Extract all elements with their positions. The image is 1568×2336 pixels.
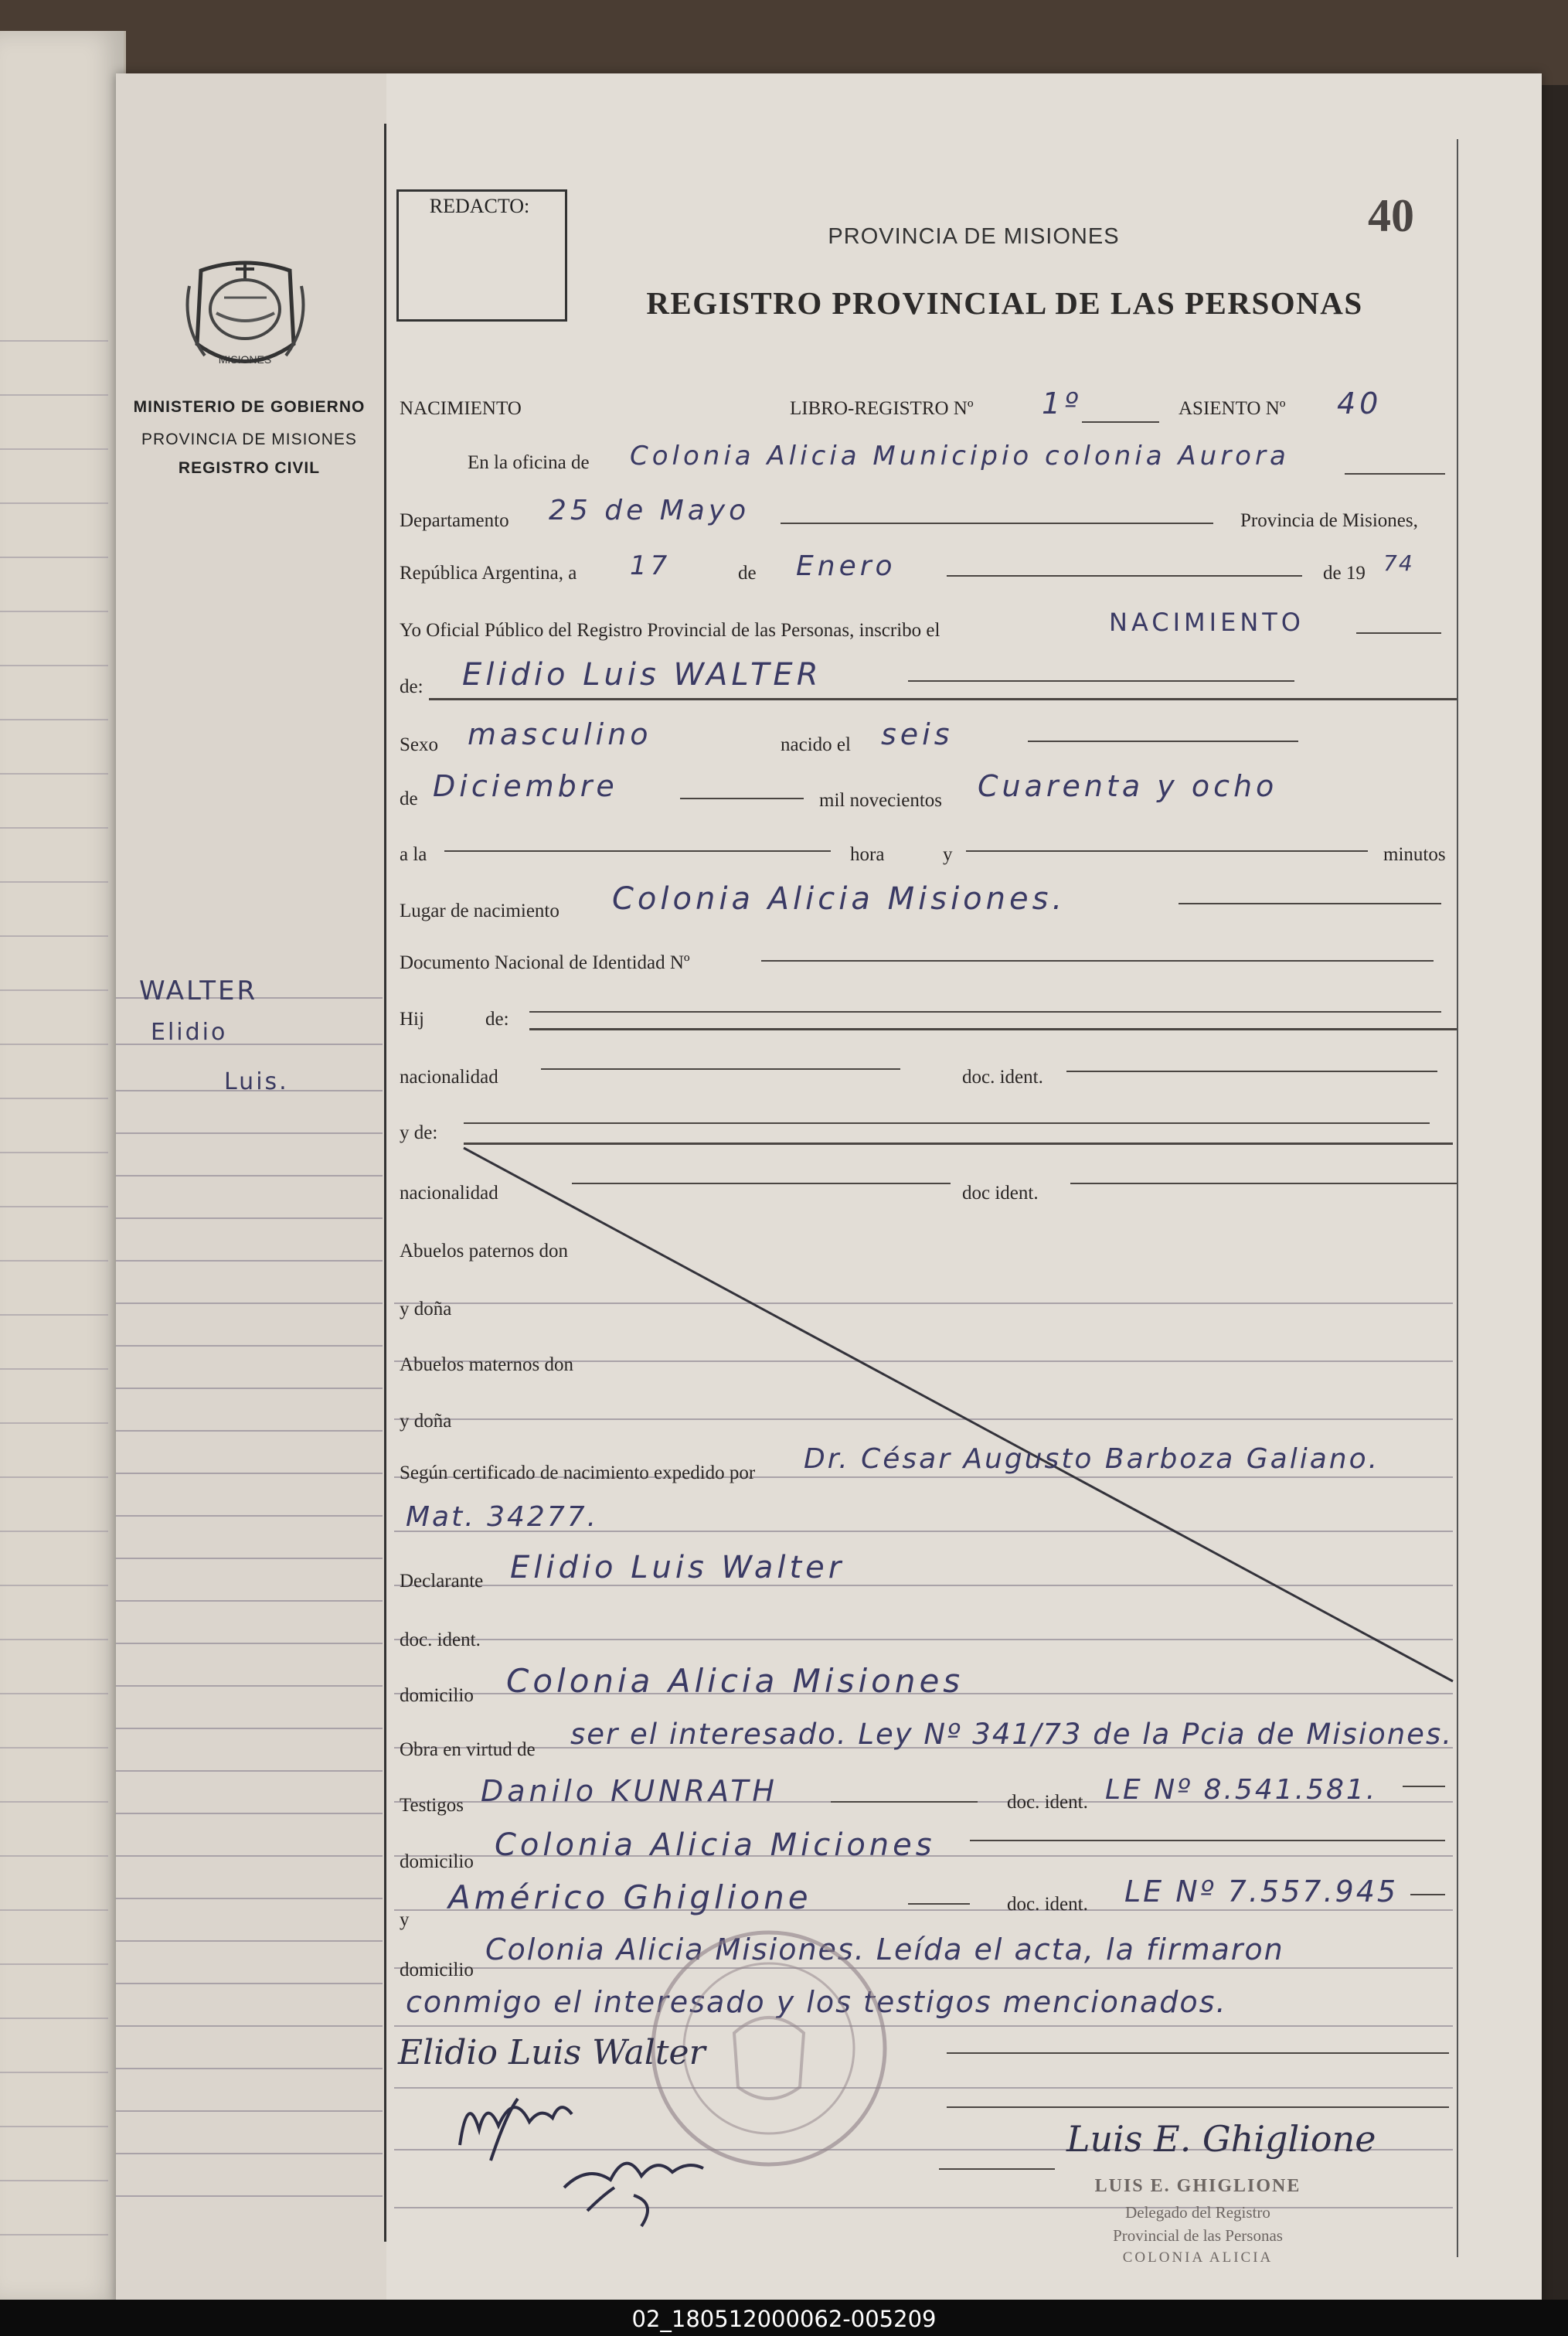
birthplace-label: Lugar de nacimiento [400,901,560,921]
day-value: 17 [630,550,672,581]
certificate-mat: Mat. 34277. [406,1501,599,1533]
registry-office: REGISTRO CIVIL [178,459,321,477]
witness2-domicile: Colonia Alicia Misiones. Leída el acta, la firmaron [485,1932,1284,1967]
witness1-name: Danilo KUNRATH [481,1774,778,1808]
maternal-label: Abuelos maternos don [400,1354,573,1375]
entry-label: ASIENTO Nº [1179,398,1286,419]
year-suffix: 74 [1383,550,1414,576]
declaration-text: Yo Oficial Público del Registro Provincial de las Personas, inscribo el [400,620,940,641]
birthplace-value: Colonia Alicia Misiones. [612,881,1066,917]
minutes-label: minutos [1383,844,1446,865]
hour-label: hora [850,844,885,865]
ministry-name: MINISTERIO DE GOBIERNO [133,398,366,416]
svg-text:MISIONES: MISIONES [218,353,272,366]
witness2-name: Américo Ghiglione [448,1878,812,1916]
witness-signature-scribble-icon-2 [541,2133,726,2234]
maternal-dona: y doña [400,1411,452,1432]
thousand-label: mil novecientos [819,790,942,811]
born-day: seis [881,717,954,751]
domicile-value: Colonia Alicia Misiones [506,1662,964,1700]
department-value: 25 de Mayo [549,495,750,526]
declarant-doc-label: doc. ident. [400,1629,481,1650]
page-number: 40 [1368,190,1414,241]
entry-value: 40 [1337,386,1383,421]
and-of-label: y de: [400,1122,438,1143]
witness1-doc: LE Nº 8.541.581. [1105,1774,1378,1806]
dni-label: Documento Nacional de Identidad Nº [400,952,690,973]
witness2-doc-label: doc. ident. [1007,1894,1088,1915]
image-id-caption: 02_180512000062-005209 [631,2306,937,2332]
born-month: Diciembre [433,769,618,803]
declarant-value: Elidio Luis Walter [510,1550,845,1585]
index-given-1: Elidio [151,1019,228,1046]
declaration-value: NACIMIENTO [1109,608,1304,637]
witness2-doc: LE Nº 7.557.945 [1124,1875,1399,1909]
registry-title: REGISTRO PROVINCIAL DE LAS PERSONAS [646,285,1363,321]
province-suffix: Provincia de Misiones, [1240,510,1418,531]
index-surname: WALTER [139,976,258,1006]
child-label: Hij [400,1009,424,1030]
of-label: de: [400,676,423,697]
certificate-value: Dr. César Augusto Barboza Galiano. [804,1443,1380,1475]
closing-text: conmigo el interesado y los testigos mencionados. [406,1985,1227,2019]
basis-label: Obra en virtud de [400,1739,536,1760]
at-label: a la [400,844,427,865]
sex-value: masculino [468,717,652,751]
witness1-domicile: Colonia Alicia Miciones [495,1827,936,1863]
paternal-dona: y doña [400,1299,452,1320]
witness2-and: y [400,1909,410,1930]
born-label: nacido el [781,734,851,755]
year-prefix: de 19 [1323,563,1366,584]
person-name: Elidio Luis WALTER [462,657,822,693]
index-given-2: Luis. [224,1068,289,1095]
child-of-label: de: [485,1009,509,1030]
and-label: y [943,844,953,865]
born-year: Cuarenta y ocho [978,769,1278,803]
republic-label: República Argentina, a [400,563,577,584]
act-type-label: NACIMIENTO [400,398,522,419]
born-connector: de [400,788,418,809]
signature-declarant: Elidio Luis Walter [398,2033,706,2072]
signature-officer: Luis E. Ghiglione [1066,2118,1376,2160]
basis-value: ser el interesado. Ley Nº 341/73 de la Pcia de Misiones. [570,1718,1453,1751]
sex-label: Sexo [400,734,438,755]
domicile-label: domicilio [400,1685,474,1706]
paternal-label: Abuelos paternos don [400,1241,569,1262]
witness1-doc-label: doc. ident. [1007,1792,1088,1813]
delegate-name: LUIS E. GHIGLIONE [1094,2176,1301,2196]
witnesses-label: Testigos [400,1795,464,1816]
witness1-domicile-label: domicilio [400,1851,474,1872]
book-label: LIBRO-REGISTRO Nº [790,398,974,419]
book-value: 1º [1042,386,1083,421]
delegate-org: Provincial de las Personas [1113,2226,1283,2245]
month-connector: de [738,563,757,584]
province-heading: PROVINCIA DE MISIONES [828,224,1120,249]
month-value: Enero [796,550,896,582]
sidebar-province: PROVINCIA DE MISIONES [141,431,357,448]
department-label: Departamento [400,510,509,531]
nationality-label-2: nacionalidad [400,1183,498,1204]
office-label: En la oficina de [468,452,590,473]
doc-ident-label-1: doc. ident. [962,1067,1043,1088]
office-value: Colonia Alicia Municipio colonia Aurora [630,441,1290,472]
doc-ident-label-2: doc ident. [962,1183,1039,1204]
redacto-label: REDACTO: [429,195,530,217]
certificate-label: Según certificado de nacimiento expedido por [400,1463,756,1483]
nationality-label-1: nacionalidad [400,1067,498,1088]
delegate-title: Delegado del Registro [1125,2203,1270,2222]
delegate-place: COLONIA ALICIA [1122,2249,1274,2266]
declarant-label: Declarante [400,1571,484,1592]
witness2-domicile-label: domicilio [400,1960,474,1980]
